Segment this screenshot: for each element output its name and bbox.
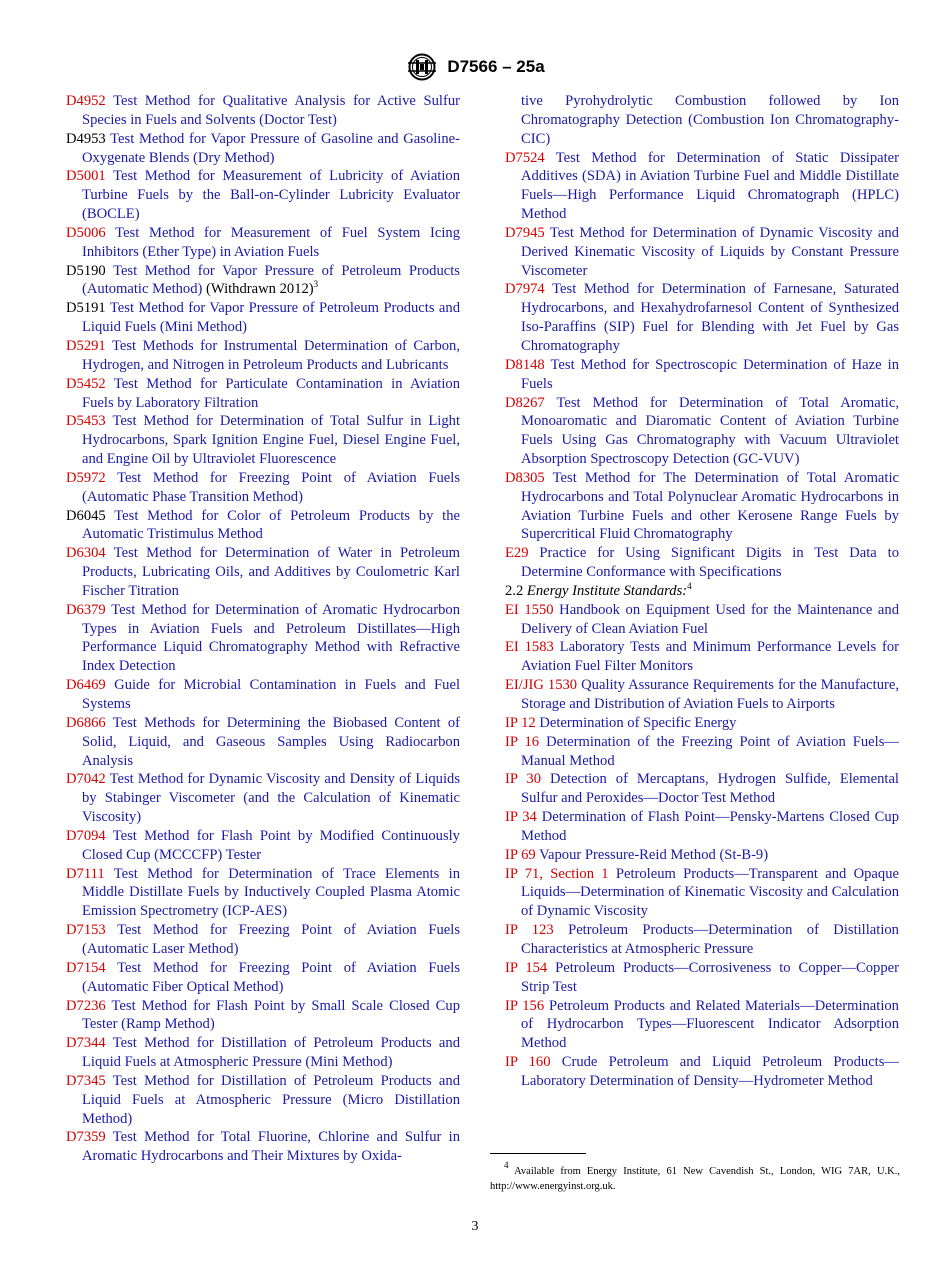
reference-item: [66, 412, 460, 469]
reference-item: [505, 714, 899, 733]
reference-item: [66, 921, 460, 959]
reference-title[interactable]: Test Method for Vapor Pressure of Petroleum Products and Liquid Fuels (Mini Method): [82, 300, 460, 336]
reference-item: [66, 299, 460, 337]
reference-code[interactable]: D7094: [66, 827, 106, 844]
reference-item: [505, 149, 899, 224]
reference-title[interactable]: Test Method for Distillation of Petroleum Products and Liquid Fuels at Atmospheric Pressure (Micro Distillation Method): [82, 1072, 460, 1127]
reference-code[interactable]: D7153: [66, 922, 106, 939]
astm-logo-icon: [405, 52, 439, 82]
reference-code[interactable]: IP 154: [505, 959, 548, 976]
reference-code[interactable]: D7236: [66, 997, 106, 1014]
reference-code[interactable]: EI 1583: [505, 639, 554, 656]
reference-item: [66, 827, 460, 865]
reference-item: [505, 770, 899, 808]
reference-item: [66, 601, 460, 676]
reference-title[interactable]: Petroleum Products and Related Materials—Determination of Hydrocarbon Types—Fluorescent Indicator Adsorption Method: [521, 997, 899, 1052]
reference-item: [505, 544, 899, 582]
reference-code: D5191: [66, 300, 106, 317]
reference-code[interactable]: E29: [505, 545, 529, 562]
section-title: Energy Institute Standards:: [526, 582, 688, 599]
page-header: [0, 52, 950, 86]
reference-code[interactable]: D7042: [66, 771, 106, 788]
reference-item: [505, 846, 899, 865]
reference-code[interactable]: D7345: [66, 1072, 106, 1089]
section-number: 2.2: [505, 582, 524, 599]
reference-item: [66, 1072, 460, 1129]
footnote-text: Available from Energy Institute, 61 New Cavendish St., London, WIG 7AR, U.K., http://www.energyinst.org.uk.: [490, 1166, 900, 1192]
section-footnote-marker[interactable]: 4: [687, 580, 692, 591]
reference-code[interactable]: D7154: [66, 959, 106, 976]
reference-title[interactable]: Test Method for Flash Point by Small Scale Closed Cup Tester (Ramp Method): [82, 997, 460, 1033]
reference-title[interactable]: Test Method for Determination of Dynamic Viscosity and Derived Kinematic Viscosity of Liquids by Constant Pressure Viscometer: [521, 224, 899, 279]
reference-code[interactable]: D6304: [66, 545, 106, 562]
reference-item: [505, 959, 899, 997]
reference-title[interactable]: Test Method for Particulate Contamination in Aviation Fuels by Laboratory Filtration: [82, 375, 461, 411]
reference-code[interactable]: D6379: [66, 601, 106, 618]
reference-code[interactable]: D7344: [66, 1035, 106, 1052]
reference-title[interactable]: Test Method for Color of Petroleum Products by the Automatic Tristimulus Method: [82, 507, 460, 543]
reference-title[interactable]: Vapour Pressure-Reid Method (St-B-9): [539, 846, 769, 863]
reference-title[interactable]: Handbook on Equipment Used for the Maintenance and Delivery of Clean Aviation Fuel: [521, 601, 899, 637]
right-column: [505, 92, 899, 1091]
reference-title[interactable]: Test Method for Determination of Aromatic Hydrocarbon Types in Aviation Fuels and Petroleum Distillates—High Performance Liquid Chromatography Method with Refractive Index Detection: [82, 601, 460, 675]
reference-code[interactable]: IP 34: [505, 809, 537, 826]
footnote-marker: 4: [504, 1160, 509, 1170]
reference-code[interactable]: D6469: [66, 677, 106, 694]
reference-code[interactable]: D7359: [66, 1129, 106, 1146]
reference-title[interactable]: Guide for Microbial Contamination in Fuels and Fuel Systems: [82, 677, 460, 712]
reference-title[interactable]: Test Method for The Determination of Total Aromatic Hydrocarbons and Total Polynuclear Aromatic Hydrocarbons in Aviation Turbine Fuels and other Kerosene Range Fuels by Supercritical Fluid Chromatography: [521, 469, 899, 543]
reference-code[interactable]: D5291: [66, 337, 106, 354]
reference-title[interactable]: Test Method for Determination of Farnesane, Saturated Hydrocarbons, and Hexahydrofarnesol Content of Synthesized Iso-Paraffins (SIP) Fuel for Blending with Jet Fuel by Gas Chromatography: [521, 281, 900, 354]
reference-title[interactable]: Test Methods for Instrumental Determination of Carbon, Hydrogen, and Nitrogen in Petroleum Products and Lubricants: [82, 337, 460, 373]
continued-reference: [505, 92, 899, 149]
reference-item: [505, 224, 899, 281]
ei-references: [505, 601, 899, 1091]
footnote-marker[interactable]: 3: [313, 279, 319, 290]
reference-item: [66, 337, 460, 375]
reference-title[interactable]: Determination of Specific Energy: [539, 714, 737, 731]
left-column: [66, 92, 460, 1166]
reference-code[interactable]: D8148: [505, 356, 545, 373]
reference-code[interactable]: IP 160: [505, 1054, 551, 1071]
reference-note: (Withdrawn 2012): [202, 281, 314, 298]
reference-code[interactable]: D8267: [505, 394, 545, 411]
reference-title[interactable]: Detection of Mercaptans, Hydrogen Sulfide, Elemental Sulfur and Peroxides—Doctor Test Method: [521, 771, 899, 807]
reference-code[interactable]: IP 71, Section 1: [505, 865, 609, 882]
astm-references-right: [505, 149, 899, 582]
reference-item: [66, 92, 460, 130]
reference-item: [505, 356, 899, 394]
reference-code[interactable]: IP 12: [505, 714, 536, 731]
reference-item: [66, 224, 460, 262]
reference-item: [66, 130, 460, 168]
reference-title[interactable]: Test Method for Vapor Pressure of Gasoline and Gasoline-Oxygenate Blends (Dry Method): [82, 130, 460, 166]
reference-title[interactable]: Test Methods for Determining the Biobased Content of Solid, Liquid, and Gaseous Samples Using Radiocarbon Analysis: [82, 714, 460, 769]
reference-code[interactable]: D5972: [66, 469, 106, 486]
reference-title[interactable]: Petroleum Products—Corrosiveness to Copper—Copper Strip Test: [521, 959, 899, 995]
reference-title[interactable]: Quality Assurance Requirements for the Manufacture, Storage and Distribution of Aviation Fuels to Airports: [521, 677, 899, 712]
reference-item: [66, 865, 460, 922]
reference-item: [66, 262, 460, 300]
reference-item: [66, 714, 460, 771]
reference-item: [66, 469, 460, 507]
reference-title[interactable]: Practice for Using Significant Digits in Test Data to Determine Conformance with Specifications: [521, 545, 899, 581]
page-number: 3: [471, 1219, 479, 1234]
reference-title[interactable]: Test Method for Total Fluorine, Chlorine and Sulfur in Aromatic Hydrocarbons and Their Mixtures by Oxida-: [82, 1129, 460, 1165]
reference-code[interactable]: IP 16: [505, 733, 540, 750]
reference-code[interactable]: D7945: [505, 224, 545, 241]
reference-code: D4953: [66, 130, 106, 147]
reference-code[interactable]: D5006: [66, 224, 106, 241]
reference-item: [505, 280, 899, 355]
reference-title[interactable]: Test Method for Determination of Water in Petroleum Products, Lubricating Oils, and Additives by Coulometric Karl Fischer Titration: [82, 545, 461, 599]
reference-item: [66, 1034, 460, 1072]
reference-title[interactable]: Test Method for Freezing Point of Aviation Fuels (Automatic Phase Transition Method): [82, 469, 460, 505]
reference-title[interactable]: Test Method for Measurement of Fuel System Icing Inhibitors (Ether Type) in Aviation Fuels: [82, 224, 460, 260]
reference-item: [66, 770, 460, 827]
reference-item: [66, 544, 460, 601]
reference-item: [66, 375, 460, 413]
reference-item: [505, 997, 899, 1054]
reference-title[interactable]: Determination of the Freezing Point of Aviation Fuels—Manual Method: [521, 733, 899, 769]
reference-item: [66, 959, 460, 997]
reference-code[interactable]: EI 1550: [505, 601, 554, 618]
reference-item: [505, 676, 899, 714]
reference-title[interactable]: Test Method for Qualitative Analysis for Active Sulfur Species in Fuels and Solvents (Doctor Test): [82, 93, 460, 128]
section-heading: [505, 582, 899, 601]
reference-item: [505, 1053, 899, 1091]
reference-title[interactable]: Determination of Flash Point—Pensky-Martens Closed Cup Method: [521, 809, 899, 844]
reference-code[interactable]: D5453: [66, 413, 106, 430]
reference-title[interactable]: Crude Petroleum and Liquid Petroleum Products—Laboratory Determination of Density—Hydrometer Method: [521, 1054, 899, 1089]
reference-title[interactable]: Test Method for Determination of Trace Elements in Middle Distillate Fuels by Inductively Coupled Plasma Atomic Emission Spectrometry (ICP-AES): [82, 865, 460, 920]
reference-code[interactable]: D5452: [66, 375, 106, 392]
reference-item: [505, 865, 899, 922]
reference-code[interactable]: IP 156: [505, 997, 545, 1014]
reference-item: [66, 167, 460, 224]
reference-title[interactable]: Test Method for Determination of Static Dissipater Additives (SDA) in Aviation Turbine Fuel and Middle Distillate Fuels—High Performance Liquid Chromatograph (HPLC) Method: [521, 149, 899, 223]
footnote-divider: [490, 1153, 586, 1154]
reference-title[interactable]: Test Method for Dynamic Viscosity and Density of Liquids by Stabinger Viscometer (and the Calculation of Kinematic Viscosity): [82, 771, 460, 826]
reference-title[interactable]: Test Method for Freezing Point of Aviation Fuels (Automatic Laser Method): [82, 922, 460, 957]
reference-item: [66, 997, 460, 1035]
reference-code[interactable]: D7974: [505, 281, 545, 298]
reference-code[interactable]: D6866: [66, 714, 106, 731]
reference-item: [505, 638, 899, 676]
reference-title[interactable]: Test Method for Flash Point by Modified Continuously Closed Cup (MCCCFP) Tester: [82, 827, 460, 863]
reference-title[interactable]: Test Method for Freezing Point of Aviation Fuels (Automatic Fiber Optical Method): [82, 959, 460, 995]
reference-title[interactable]: Test Method for Vapor Pressure of Petroleum Products (Automatic Method): [82, 262, 460, 298]
reference-item: [505, 921, 899, 959]
reference-code: D5190: [66, 262, 106, 279]
reference-item: [66, 676, 460, 714]
reference-title[interactable]: Test Method for Determination of Total Aromatic, Monoaromatic and Diaromatic Content of Aviation Turbine Fuels Using Gas Chromatography with Vacuum Ultraviolet Absorption Spectroscopy Detection (GC-VUV): [521, 394, 899, 468]
reference-code[interactable]: IP 30: [505, 771, 542, 788]
reference-code[interactable]: D7524: [505, 149, 545, 166]
footnote: [490, 1160, 900, 1194]
reference-title[interactable]: Test Method for Determination of Total Sulfur in Light Hydrocarbons, Spark Ignition Engine Fuel, Diesel Engine Fuel, and Engine Oil by Ultraviolet Fluorescence: [82, 413, 460, 468]
reference-item: [505, 808, 899, 846]
reference-title[interactable]: Test Method for Spectroscopic Determination of Haze in Fuels: [521, 356, 899, 392]
reference-item: [505, 601, 899, 639]
reference-title[interactable]: Laboratory Tests and Minimum Performance Levels for Aviation Fuel Filter Monitors: [521, 639, 899, 675]
reference-item: [505, 733, 899, 771]
reference-title[interactable]: tive Pyrohydrolytic Combustion followed by Ion Chromatography Detection (Combustion Ion Chromatography-CIC): [521, 93, 899, 147]
reference-item: [66, 507, 460, 545]
reference-code[interactable]: D8305: [505, 469, 545, 486]
reference-code[interactable]: IP 123: [505, 922, 554, 939]
reference-title[interactable]: Test Method for Distillation of Petroleum Products and Liquid Fuels at Atmospheric Pressure (Mini Method): [82, 1035, 460, 1071]
reference-code[interactable]: D5001: [66, 168, 106, 185]
reference-code[interactable]: IP 69: [505, 846, 536, 863]
document-designation: D7566 – 25a: [447, 57, 545, 76]
reference-title[interactable]: Test Method for Measurement of Lubricity of Aviation Turbine Fuels by the Ball-on-Cylinder Lubricity Evaluator (BOCLE): [82, 168, 460, 223]
reference-code[interactable]: D7111: [66, 865, 105, 882]
reference-item: [505, 394, 899, 469]
reference-item: [505, 469, 899, 544]
reference-title[interactable]: Petroleum Products—Determination of Distillation Characteristics at Atmospheric Pressure: [521, 922, 899, 957]
reference-code[interactable]: EI/JIG 1530: [505, 677, 578, 694]
reference-code[interactable]: D4952: [66, 93, 106, 109]
reference-title[interactable]: Petroleum Products—Transparent and Opaque Liquids—Determination of Kinematic Viscosity and Calculation of Dynamic Viscosity: [521, 865, 899, 920]
reference-item: [66, 1128, 460, 1166]
reference-code: D6045: [66, 507, 106, 524]
